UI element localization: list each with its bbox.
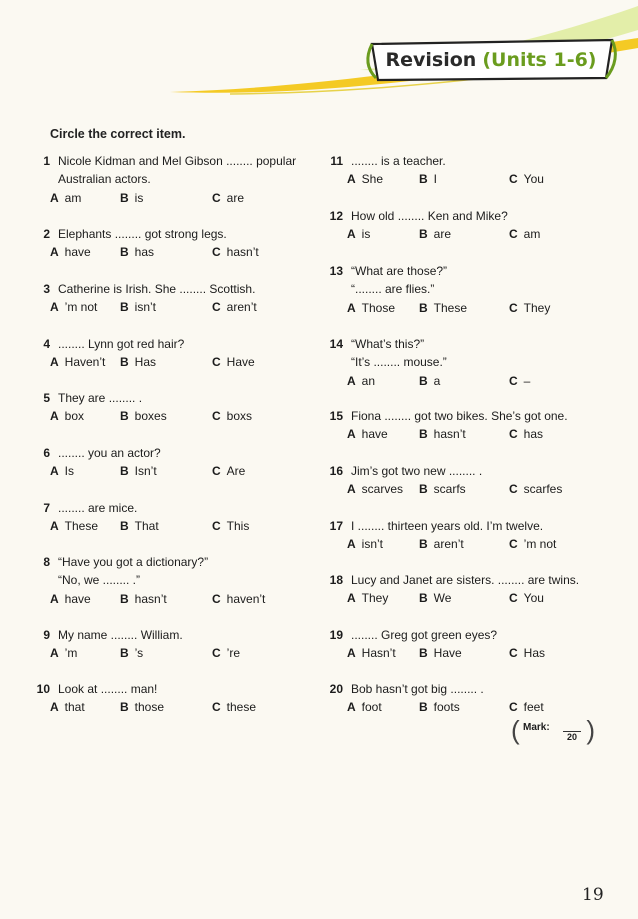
option-a[interactable]: A an [347,373,376,388]
option-c[interactable]: C am [509,227,541,242]
options-row [323,425,623,443]
question-12 [323,207,623,244]
option-a[interactable]: A foot [347,700,382,715]
option-c[interactable]: C these [212,700,257,715]
question-5 [30,389,320,426]
question-14 [323,335,623,390]
question-number: 3 [43,282,50,296]
option-c[interactable]: C This [212,519,250,534]
question-text: Look at ........ man! [58,682,158,696]
option-a[interactable]: A Is [50,464,75,479]
option-b[interactable]: B a [419,373,441,388]
question-16 [323,462,623,499]
option-b[interactable]: B is [120,190,144,205]
question-text: ........ are mice. [58,501,138,515]
bracket-left-icon: ( [511,715,520,745]
instructions: Circle the correct item. [50,127,186,141]
option-c[interactable]: C You [509,591,544,606]
option-c[interactable]: C They [509,300,551,315]
question-10 [30,680,320,717]
option-b[interactable]: B Isn’t [120,464,157,479]
option-b[interactable]: B I [419,172,438,187]
option-a[interactable]: A have [50,591,91,606]
question-text: ........ Greg got green eyes? [351,628,498,642]
options-row [30,698,320,716]
page-number: 19 [582,885,604,905]
options-row [30,407,320,425]
question-number: 15 [329,409,343,423]
mark-box [509,715,597,745]
question-text: Jim’s got two new ........ . [351,464,483,478]
question-number: 4 [43,337,50,351]
question-text: They are ........ . [58,391,143,405]
option-a[interactable]: A that [50,700,85,715]
option-a[interactable]: A scarves [347,482,404,497]
option-b[interactable]: B scarfs [419,482,466,497]
question-number: 11 [330,154,343,168]
question-number: 12 [329,209,343,223]
option-b[interactable]: B hasn’t [120,591,167,606]
question-number: 18 [329,573,343,587]
option-c[interactable]: C Have [212,355,255,370]
bracket-right-icon: ) [586,715,595,745]
option-a[interactable]: A They [347,591,389,606]
question-17 [323,517,623,554]
question-text: “Have you got a dictionary?” [58,555,209,569]
option-b[interactable]: B hasn’t [419,427,466,442]
option-b[interactable]: B Have [419,646,462,661]
question-text: I ........ thirteen years old. I’m twelve. [351,519,544,533]
question-2 [30,225,320,262]
option-c[interactable]: C aren’t [212,300,257,315]
options-row [323,644,623,662]
question-number: 6 [43,446,50,460]
question-number: 17 [329,519,343,533]
options-row [323,170,623,188]
question-number: 13 [329,264,343,278]
options-row [30,517,320,535]
option-a[interactable]: A am [50,190,82,205]
option-a[interactable]: A Haven’t [50,355,106,370]
page-title [372,42,610,78]
question-text: Lucy and Janet are sisters. ........ are twins. [351,573,580,587]
options-row [30,644,320,662]
question-text: “What are those?” [351,264,448,278]
question-text: “........ are flies.” [351,282,435,297]
question-text: ........ Lynn got red hair? [58,337,185,351]
question-number: 19 [329,628,343,642]
mark-score[interactable] [563,721,581,742]
question-8 [30,553,320,608]
question-13 [323,262,623,317]
question-18 [323,571,623,608]
option-b[interactable]: B boxes [120,409,167,424]
question-number: 14 [329,337,343,351]
question-number: 10 [36,682,50,696]
option-c[interactable]: C haven’t [212,591,266,606]
option-c[interactable]: C Are [212,464,246,479]
question-text: Catherine is Irish. She ........ Scottish. [58,282,256,296]
option-c[interactable]: C are [212,190,245,205]
options-row [30,189,320,207]
question-6 [30,444,320,481]
option-a[interactable]: A isn’t [347,537,384,552]
question-text: “It’s ........ mouse.” [351,355,447,370]
question-text: ........ you an actor? [58,446,161,460]
question-number: 20 [329,682,343,696]
question-number: 2 [43,227,50,241]
option-b[interactable]: B has [120,245,155,260]
option-c[interactable]: C scarfes [509,482,563,497]
options-row [30,298,320,316]
option-b[interactable]: B We [419,591,452,606]
title-units: (Units 1-6) [482,49,597,71]
option-a[interactable]: A ’m [50,646,78,661]
question-19 [323,626,623,663]
option-c[interactable]: C You [509,172,544,187]
option-c[interactable]: C hasn’t [212,245,259,260]
question-1 [30,152,320,207]
options-row [323,372,623,390]
options-row [323,480,623,498]
question-20 [323,680,623,717]
option-c[interactable]: C feet [509,700,544,715]
option-a[interactable]: A Hasn’t [347,646,396,661]
option-c[interactable]: C ’m not [509,537,557,552]
option-a[interactable]: A have [347,427,388,442]
question-text: Nicole Kidman and Mel Gibson ........ popular [58,154,297,168]
option-b[interactable]: B aren’t [419,537,464,552]
option-b[interactable]: B That [120,519,159,534]
options-row [323,535,623,553]
question-number: 16 [329,464,343,478]
option-c[interactable]: C Has [509,646,546,661]
options-row [323,225,623,243]
question-text: Elephants ........ got strong legs. [58,227,227,241]
question-number: 7 [43,501,50,515]
options-row [323,589,623,607]
question-15 [323,407,623,444]
options-row [30,462,320,480]
question-text: ........ is a teacher. [351,154,446,168]
option-a[interactable]: A Those [347,300,396,315]
question-4 [30,335,320,372]
option-b[interactable]: B foots [419,700,460,715]
option-b[interactable]: B These [419,300,468,315]
question-7 [30,499,320,536]
options-row [30,590,320,608]
option-a[interactable]: A ’m not [50,300,98,315]
option-c[interactable]: C ’re [212,646,241,661]
option-b[interactable]: B ’s [120,646,144,661]
question-3 [30,280,320,317]
question-number: 9 [43,628,50,642]
option-a[interactable]: A These [50,519,99,534]
option-c[interactable]: C has [509,427,544,442]
question-number: 8 [43,555,50,569]
question-text: Bob hasn’t got big ........ . [351,682,484,696]
option-a[interactable]: A box [50,409,85,424]
options-row [30,353,320,371]
option-a[interactable]: A is [347,227,371,242]
options-row [30,243,320,261]
question-11 [323,152,623,189]
option-a[interactable]: A have [50,245,91,260]
option-b[interactable]: B Has [120,355,157,370]
question-text: My name ........ William. [58,628,183,642]
question-text: “No, we ........ .” [58,573,141,588]
question-text: How old ........ Ken and Mike? [351,209,508,223]
option-c[interactable]: C boxs [212,409,253,424]
option-a[interactable]: A She [347,172,384,187]
question-number: 5 [43,391,50,405]
options-row [323,698,623,716]
question-text: “What’s this?” [351,337,425,351]
mark-label: Mark: [523,722,550,733]
mark-total: 20 [566,732,577,742]
option-b[interactable]: B those [120,700,165,715]
question-number: 1 [43,154,50,168]
question-9 [30,626,320,663]
option-c[interactable]: C – [509,373,531,388]
option-b[interactable]: B isn’t [120,300,157,315]
options-row [323,299,623,317]
title-text: Revision [385,49,477,71]
question-text: Fiona ........ got two bikes. She’s got one. [351,409,568,423]
question-text: Australian actors. [58,172,151,187]
option-b[interactable]: B are [419,227,452,242]
